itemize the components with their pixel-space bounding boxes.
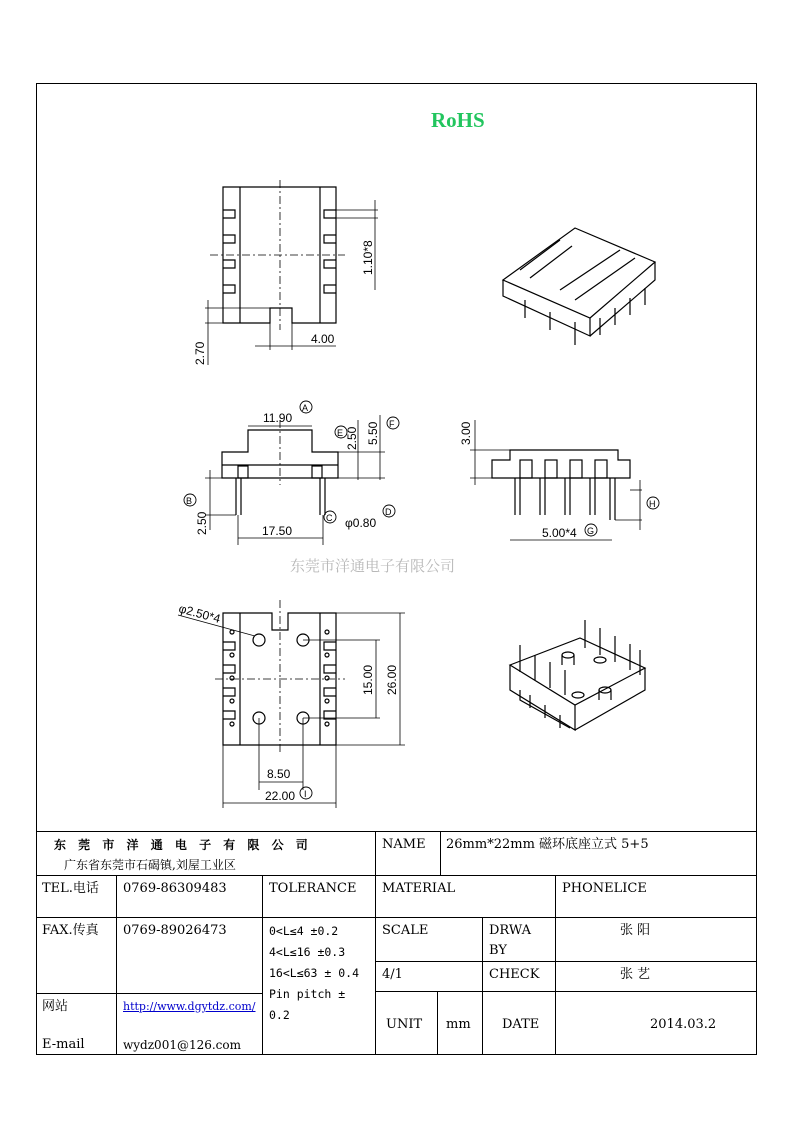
material-label: MATERIAL: [382, 881, 456, 896]
tel-label: TEL.电话: [42, 881, 99, 896]
material-value: PHONELICE: [562, 881, 647, 896]
dim-end-pitch: 5.00*4: [542, 526, 577, 540]
dim-slot: 4.00: [311, 332, 335, 346]
label-c: C: [326, 513, 333, 523]
label-d: D: [385, 507, 392, 517]
dim-x-pitch: 8.50: [267, 767, 291, 781]
dim-span: 17.50: [262, 524, 293, 538]
title-block: [36, 831, 757, 1055]
web-link[interactable]: http://www.dgytdz.com/: [123, 1000, 256, 1013]
label-a: A: [302, 403, 309, 413]
unit-value: mm: [446, 1017, 471, 1032]
tolerance-label: TOLERANCE: [269, 881, 357, 896]
date-label: DATE: [502, 1017, 540, 1032]
dim-overall-h: 26.00: [385, 664, 399, 695]
dim-row: 15.00: [361, 664, 375, 695]
label-e: E: [337, 428, 344, 438]
unit-label: UNIT: [386, 1017, 423, 1032]
tolerance-rule-2: 4<L≤16 ±0.3: [269, 945, 346, 959]
check-label: CHECK: [489, 967, 540, 982]
iso-view-top: [503, 228, 655, 345]
tolerance-rules: [263, 919, 375, 1053]
label-g: G: [587, 526, 595, 536]
dim-h2: 5.50: [366, 421, 380, 445]
watermark: 东莞市洋通电子有限公司: [290, 557, 456, 575]
scale-label: SCALE: [382, 923, 429, 938]
scale-value: 4/1: [382, 967, 403, 982]
label-f: F: [389, 419, 395, 429]
dim-overall-w: 22.00: [265, 789, 296, 803]
tolerance-rule-3: 16<L≤63 ± 0.4: [269, 966, 360, 980]
email-value: wydz001@126.com: [123, 1038, 242, 1052]
email-label: E-mail: [42, 1037, 85, 1052]
label-b: B: [186, 496, 193, 506]
fax-label: FAX.传真: [42, 923, 99, 938]
label-h: H: [649, 499, 656, 509]
date-value: 2014.03.2: [650, 1017, 717, 1032]
iso-view-bottom: [510, 620, 645, 730]
dim-hole: φ2.50*4: [177, 601, 222, 626]
end-view: [470, 420, 642, 540]
drawn-label: DRWA BY: [489, 923, 532, 958]
tolerance-rule-4: Pin pitch ± 0.2: [269, 987, 346, 1022]
company-name: 东 莞 市 洋 通 电 子 有 限 公 司: [54, 838, 312, 852]
tolerance-rule-1: 0<L≤4 ±0.2: [269, 924, 339, 938]
name-value: 26mm*22mm 磁环底座立式 5+5: [446, 837, 649, 852]
name-label: NAME: [382, 837, 426, 852]
rohs-label: RoHS: [431, 108, 485, 132]
dim-offset: 2.70: [193, 341, 207, 365]
dim-pin-dia: φ0.80: [345, 516, 377, 530]
dim-pitch: 1.10*8: [361, 240, 375, 275]
company-address: 广东省东莞市石碣镇,刘屋工业区: [64, 858, 236, 872]
dim-end-h: 3.00: [459, 421, 473, 445]
label-i: I: [304, 789, 307, 799]
dim-top-width: 11.90: [263, 411, 293, 425]
fax-value: 0769-89026473: [123, 923, 227, 938]
bottom-view: [178, 600, 405, 808]
top-view: [205, 180, 378, 365]
dim-h1: 2.50: [345, 426, 359, 450]
web-label: 网站: [42, 999, 69, 1014]
tel-value: 0769-86309483: [123, 881, 227, 896]
drawn-value: 张 阳: [620, 923, 651, 938]
dim-pin-length: 2.50: [195, 511, 209, 535]
check-value: 张 艺: [620, 967, 651, 982]
